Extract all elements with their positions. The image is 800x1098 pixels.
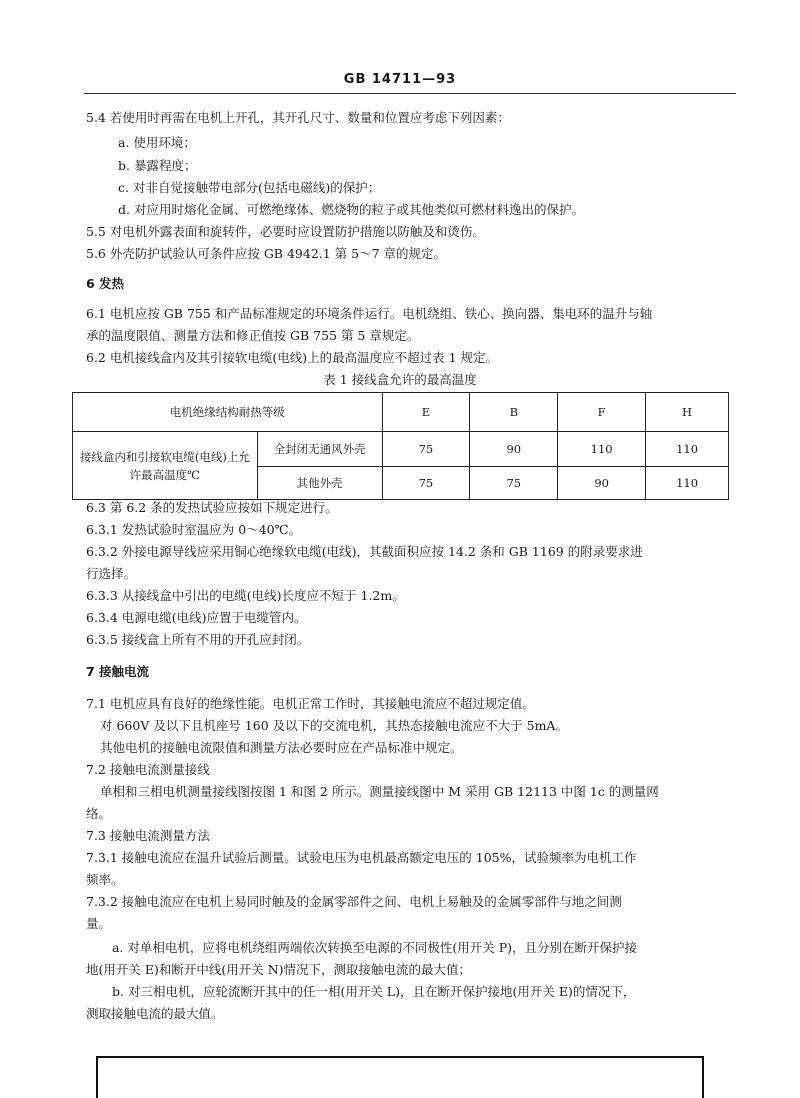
clause-6-1-line2: 承的温度限值、测量方法和修正值按 GB 755 第 5 章规定。 [86, 328, 420, 343]
clause-7-3-2-b-line2: 测取接触电流的最大值。 [86, 1006, 224, 1021]
clause-7-3-1-line1: 7.3.1 接触电流应在温升试验后测量。试验电压为电机最高额定电压的 105%，试验频率为电机工作 [86, 850, 637, 865]
table-class-f: F [558, 393, 646, 432]
clause-5-4-a: a. 使用环境； [118, 135, 196, 150]
table-cell: 110 [646, 432, 729, 467]
clause-7-1: 7.1 电机应具有良好的绝缘性能。电机正常工作时，其接触电流应不超过规定值。 [86, 696, 535, 711]
table-1-caption: 表 1 接线盒允许的最高温度 [323, 372, 477, 387]
clause-7-3-1-line2: 频率。 [86, 872, 124, 887]
section-7-heading: 7 接触电流 [86, 664, 150, 679]
clause-5-4: 5.4 若使用时再需在电机上开孔，其开孔尺寸、数量和位置应考虑下列因素： [86, 110, 510, 125]
clause-6-3-5: 6.3.5 接线盒上所有不用的开孔应封闭。 [86, 632, 310, 647]
clause-7-3: 7.3 接触电流测量方法 [86, 828, 210, 843]
header-rule [84, 93, 736, 94]
clause-5-6: 5.6 外壳防护试验认可条件应按 GB 4942.1 第 5～7 章的规定。 [86, 246, 447, 261]
clause-7-3-2-line1: 7.3.2 接触电流应在电机上易同时触及的金属零部件之间、电机上易触及的金属零部件与地之间测 [86, 894, 622, 909]
section-6-heading: 6 发热 [86, 276, 125, 291]
table-row-label: 全封闭无通风外壳 [257, 432, 382, 467]
clause-5-4-c: c. 对非自觉接触带电部分(包括电磁线)的保护； [118, 180, 381, 195]
table-cell: 75 [470, 467, 558, 500]
clause-5-4-d: d. 对应用时熔化金属、可燃绝缘体、燃烧物的粒子或其他类似可燃材料逸出的保护。 [118, 202, 584, 217]
clause-6-3-3: 6.3.3 从接线盒中引出的电缆(电线)长度应不短于 1.2m。 [86, 588, 405, 603]
table-header-label: 电机绝缘结构耐热等级 [73, 393, 383, 432]
table-cell: 90 [470, 432, 558, 467]
table-cell: 90 [558, 467, 646, 500]
figure-frame [96, 1056, 704, 1098]
page-header-code: GB 14711—93 [343, 72, 457, 87]
table-class-b: B [470, 393, 558, 432]
table-cell: 75 [382, 467, 470, 500]
clause-6-3: 6.3 第 6.2 条的发热试验应按如下规定进行。 [86, 500, 338, 515]
clause-6-3-2-line1: 6.3.2 外接电源导线应采用铜心绝缘软电缆(电线)，其截面积应按 14.2 条和 GB 1169 的附录要求进 [86, 544, 643, 559]
table-1 [72, 392, 729, 500]
clause-7-2-line2: 络。 [86, 806, 112, 821]
clause-5-5: 5.5 对电机外露表面和旋转件，必要时应设置防护措施以防触及和烫伤。 [86, 224, 485, 239]
clause-7-3-2-b-line1: b. 对三相电机，应轮流断开其中的任一相(用开关 L)，且在断开保护接地(用开关 E)的情况下， [112, 984, 636, 999]
clause-7-3-2-a-line2: 地(用开关 E)和断开中线(用开关 N)情况下，测取接触电流的最大值； [86, 962, 472, 977]
clause-6-3-4: 6.3.4 电源电缆(电线)应置于电缆管内。 [86, 610, 307, 625]
clause-7-3-2-line2: 量。 [86, 916, 112, 931]
table-row-group-label: 接线盒内和引接软电缆(电线)上允许最高温度℃ [73, 432, 258, 500]
clause-6-3-1: 6.3.1 发热试验时室温应为 0～40℃。 [86, 522, 302, 537]
table-cell: 110 [558, 432, 646, 467]
table-class-e: E [382, 393, 470, 432]
clause-6-1-line1: 6.1 电机应按 GB 755 和产品标准规定的环境条件运行。电机绕组、铁心、换向器、集电环的温升与轴 [86, 306, 653, 321]
clause-6-2: 6.2 电机接线盒内及其引接软电缆(电线)上的最高温度应不超过表 1 规定。 [86, 350, 499, 365]
table-row-label: 其他外壳 [257, 467, 382, 500]
clause-7-3-2-a-line1: a. 对单相电机，应将电机绕组两端依次转换至电源的不同极性(用开关 P)，且分别在断开保护接 [112, 940, 638, 955]
clause-7-1-para2: 对 660V 及以下且机座号 160 及以下的交流电机，其热态接触电流应不大于 5mA。 [100, 718, 568, 733]
table-cell: 110 [646, 467, 729, 500]
clause-7-2-line1: 单相和三相电机测量接线图按图 1 和图 2 所示。测量接线图中 M 采用 GB 12113 中图 1c 的测量网 [100, 784, 659, 799]
table-cell: 75 [382, 432, 470, 467]
clause-6-3-2-line2: 行选择。 [86, 566, 137, 581]
table-class-h: H [646, 393, 729, 432]
clause-5-4-b: b. 暴露程度； [118, 158, 197, 173]
clause-7-1-para3: 其他电机的接触电流限值和测量方法必要时应在产品标准中规定。 [100, 740, 463, 755]
clause-7-2: 7.2 接触电流测量接线 [86, 762, 210, 777]
